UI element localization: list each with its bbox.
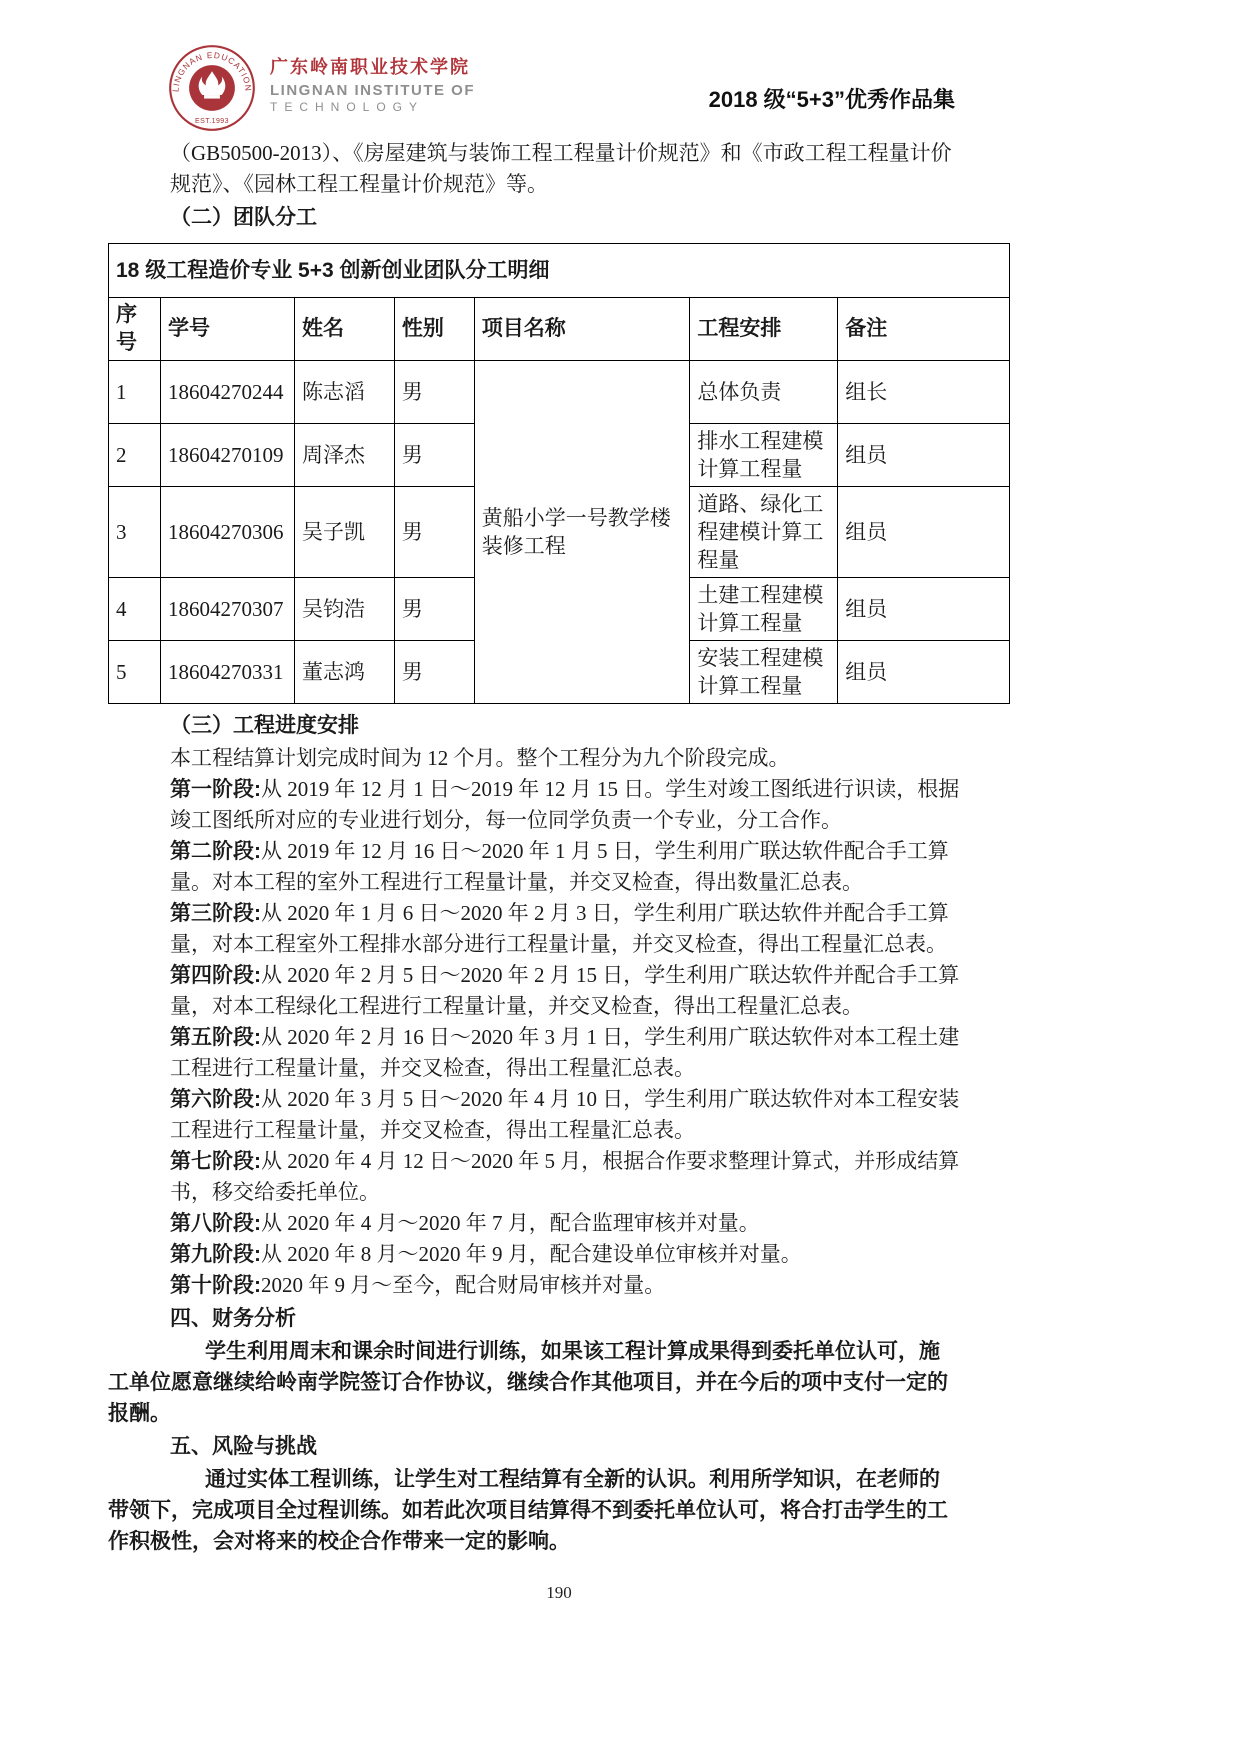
stage-label: 第四阶段: xyxy=(170,964,261,987)
table-caption: 18 级工程造价专业 5+3 创新创业团队分工明细 xyxy=(109,244,1010,298)
seal-bottom-text: EST.1993 xyxy=(194,118,230,126)
cell-no: 1 xyxy=(109,361,161,424)
column-header-gender: 性别 xyxy=(394,298,474,361)
stage-text: 从 2020 年 4 月 12 日～2020 年 5 月，根据合作要求整理计算式，并形成结算书，移交给委托单位。 xyxy=(170,1149,960,1204)
section-heading-finance: 四、财务分析 xyxy=(170,1307,296,1330)
brand-text xyxy=(270,53,475,124)
stage-label: 第一阶段: xyxy=(170,778,261,801)
cell-note: 组员 xyxy=(838,487,1010,578)
table-row xyxy=(109,361,1010,424)
brand-name-en-line2: TECHNOLOGY xyxy=(270,99,425,114)
risk-paragraph: 通过实体工程训练，让学生对工程结算有全新的认识。利用所学知识，在老师的带领下，完成项目全过程训练。如若此次项目结算得不到委托单位认可，将合打击学生的工作积极性，会对将来的校企合作带来一定的影响。 xyxy=(108,1468,948,1553)
stage-text: 从 2020 年 3 月 5 日～2020 年 4 月 10 日，学生利用广联达软件对本工程安装工程进行工程量计量，并交叉检查，得出工程量汇总表。 xyxy=(170,1087,960,1142)
stage-label: 第三阶段: xyxy=(170,902,261,925)
stage-paragraph xyxy=(108,1146,1010,1208)
cell-note: 组员 xyxy=(838,578,1010,641)
cell-note: 组长 xyxy=(838,361,1010,424)
page-number: 190 xyxy=(546,1583,572,1602)
stage-text: 从 2020 年 4 月～2020 年 7 月，配合监理审核并对量。 xyxy=(261,1211,760,1235)
column-header-student-id: 学号 xyxy=(160,298,294,361)
stage-label: 第七阶段: xyxy=(170,1150,261,1173)
stage-text: 从 2019 年 12 月 1 日～2019 年 12 月 15 日。学生对竣工图纸进行识读，根据竣工图纸所对应的专业进行划分，每一位同学负责一个专业，分工合作。 xyxy=(170,777,960,832)
cell-gender: 男 xyxy=(394,424,474,487)
cell-no: 4 xyxy=(109,578,161,641)
cell-note: 组员 xyxy=(838,424,1010,487)
cell-no: 2 xyxy=(109,424,161,487)
intro-paragraph: （GB50500-2013）、《房屋建筑与装饰工程工程量计价规范》和《市政工程工程量计价规范》、《园林工程工程量计价规范》等。 xyxy=(170,141,952,196)
cell-student-id: 18604270331 xyxy=(160,641,294,704)
stage-paragraph xyxy=(108,898,1010,960)
cell-no: 3 xyxy=(109,487,161,578)
page-header xyxy=(0,0,1240,132)
stage-text: 从 2020 年 2 月 16 日～2020 年 3 月 1 日，学生利用广联达软件对本工程土建工程进行工程量计量，并交叉检查，得出工程量汇总表。 xyxy=(170,1025,960,1080)
section-heading-team: （二）团队分工 xyxy=(170,206,317,229)
stage-text: 从 2020 年 2 月 5 日～2020 年 2 月 15 日，学生利用广联达软件并配合手工算量，对本工程绿化工程进行工程量计量，并交叉检查，得出工程量汇总表。 xyxy=(170,963,960,1018)
school-brand xyxy=(168,44,475,132)
cell-student-id: 18604270306 xyxy=(160,487,294,578)
cell-assignment: 总体负责 xyxy=(690,361,838,424)
brand-name-en-line1: LINGNAN INSTITUTE OF xyxy=(270,81,475,99)
stage-text: 从 2019 年 12 月 16 日～2020 年 1 月 5 日，学生利用广联达软件配合手工算量。对本工程的室外工程进行工程量计量，并交叉检查，得出数量汇总表。 xyxy=(170,839,949,894)
cell-name: 陈志滔 xyxy=(294,361,394,424)
seal-top-text: LINGNAN EDUCATION xyxy=(170,49,254,93)
school-seal-icon xyxy=(168,44,256,132)
stage-label: 第二阶段: xyxy=(170,840,261,863)
cell-no: 5 xyxy=(109,641,161,704)
cell-project-name: 黄船小学一号教学楼装修工程 xyxy=(474,361,690,704)
schedule-intro: 本工程结算计划完成时间为 12 个月。整个工程分为九个阶段完成。 xyxy=(170,746,790,770)
stage-label: 第八阶段: xyxy=(170,1212,261,1235)
stage-paragraph xyxy=(108,1084,1010,1146)
cell-gender: 男 xyxy=(394,578,474,641)
stage-paragraph xyxy=(108,836,1010,898)
school-logo-icon xyxy=(168,44,256,132)
stage-paragraph xyxy=(108,1239,1010,1270)
cell-student-id: 18604270244 xyxy=(160,361,294,424)
column-header-assignment: 工程安排 xyxy=(690,298,838,361)
cell-gender: 男 xyxy=(394,641,474,704)
section-heading-schedule: （三）工程进度安排 xyxy=(170,714,359,737)
stage-paragraph xyxy=(108,1208,1010,1239)
document-content xyxy=(108,138,1010,1557)
column-header-note: 备注 xyxy=(838,298,1010,361)
stage-text: 2020 年 9 月～至今，配合财局审核并对量。 xyxy=(261,1273,666,1297)
cell-assignment: 排水工程建模计算工程量 xyxy=(690,424,838,487)
stage-label: 第五阶段: xyxy=(170,1026,261,1049)
cell-student-id: 18604270109 xyxy=(160,424,294,487)
team-table xyxy=(108,243,1010,704)
brand-name-cn: 广东岭南职业技术学院 xyxy=(270,56,470,77)
stage-text: 从 2020 年 8 月～2020 年 9 月，配合建设单位审核并对量。 xyxy=(261,1242,802,1266)
cell-name: 吴子凯 xyxy=(294,487,394,578)
collection-title: 2018 级“5+3”优秀作品集 xyxy=(708,87,955,112)
cell-name: 董志鸿 xyxy=(294,641,394,704)
cell-gender: 男 xyxy=(394,361,474,424)
finance-paragraph: 学生利用周末和课余时间进行训练，如果该工程计算成果得到委托单位认可，施工单位愿意继续给岭南学院签订合作协议，继续合作其他项目，并在今后的项中支付一定的报酬。 xyxy=(108,1340,948,1425)
column-header-no: 序号 xyxy=(109,298,161,361)
stage-label: 第九阶段: xyxy=(170,1243,261,1266)
stage-label: 第六阶段: xyxy=(170,1088,261,1111)
stage-text: 从 2020 年 1 月 6 日～2020 年 2 月 3 日，学生利用广联达软件并配合手工算量，对本工程室外工程排水部分进行工程量计量，并交叉检查，得出工程量汇总表。 xyxy=(170,901,949,956)
cell-assignment: 安装工程建模计算工程量 xyxy=(690,641,838,704)
stage-paragraph xyxy=(108,1270,1010,1301)
table-header-row xyxy=(109,298,1010,361)
stage-paragraph xyxy=(108,960,1010,1022)
stage-label: 第十阶段: xyxy=(170,1274,261,1297)
column-header-name: 姓名 xyxy=(294,298,394,361)
table-caption-row xyxy=(109,244,1010,298)
cell-assignment: 土建工程建模计算工程量 xyxy=(690,578,838,641)
column-header-project: 项目名称 xyxy=(474,298,690,361)
cell-gender: 男 xyxy=(394,487,474,578)
cell-name: 吴钧浩 xyxy=(294,578,394,641)
stage-paragraph xyxy=(108,1022,1010,1084)
cell-assignment: 道路、绿化工程建模计算工程量 xyxy=(690,487,838,578)
cell-student-id: 18604270307 xyxy=(160,578,294,641)
cell-note: 组员 xyxy=(838,641,1010,704)
section-heading-risk: 五、风险与挑战 xyxy=(170,1435,317,1458)
stage-paragraph xyxy=(108,774,1010,836)
cell-name: 周泽杰 xyxy=(294,424,394,487)
